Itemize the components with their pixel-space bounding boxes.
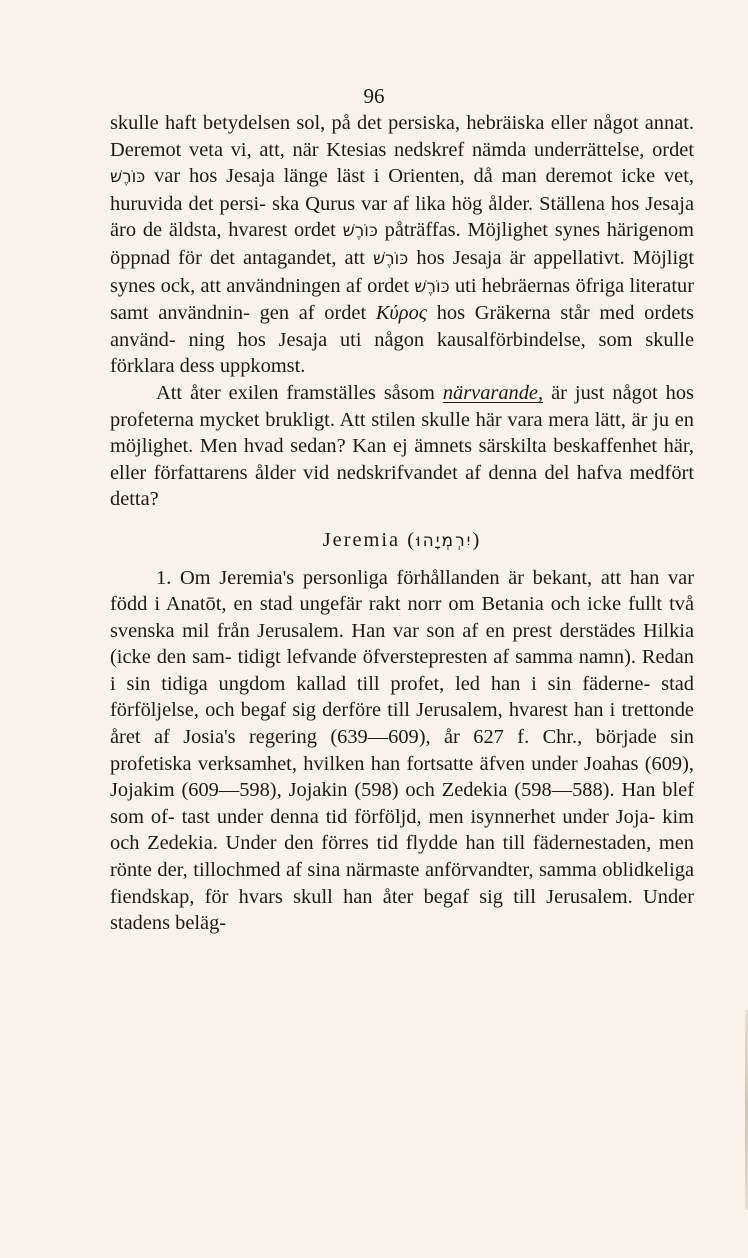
greek-word: Κύρος	[375, 302, 428, 325]
section-heading: Jeremia (יִרְמְיָהוּ)	[322, 528, 482, 551]
hebrew-word: כּוֹרֶשׁ	[414, 276, 450, 297]
paragraph-3: 1. Om Jeremia's personliga förhållanden är bekant, att han var född i Anatōt, en stad ungefär rakt norr om Betania och icke fullt två svenska mil från Jerusalem. Han var son af en prest derstädes Hilkia (icke den sam- tidigt lefvande öfverstepresten af samma namn). Redan i sin tidiga ungdom kallad till profet, led han i sin fäderne- stad förföljelse, och begaf sig derföre till Jerusalem, hvarest han i trettonde året af Josia's regering (639—609), år 627 f. Chr., började sin profetiska verksamhet, hvilken han fortsatte äfven under Joahas (609), Jojakim (609—598), Jojakin (598) och Zedekia (598—588). Han blef som of- tast under denna tid förföljd, men isynnerhet under Joja- kim och Zedekia. Under den förres tid flydde han till fädernestaden, men rönte der, tillochmed af sina närmaste anförvandter, samma oblidkeliga fiendskap, för hvars skull han åter begaf sig till Jerusalem. Under stadens beläg-	[110, 566, 694, 935]
emphasized-word: närvarande,	[442, 381, 544, 404]
hebrew-word: כּוֹרֶשׁ	[373, 248, 409, 269]
paragraph-2: Att åter exilen framställes såsom närvarande, är just något hos profeterna mycket brukligt. Att stilen skulle här vara mera lätt, är ju en möjlighet. Men hvad sedan? Kan ej ämnets särskilta beskaffenhet här, eller författarens ålder vid nedskrifvandet af denna del hafva medfört detta?	[110, 381, 694, 511]
hebrew-word: כּוֹרֶשׁ	[110, 167, 146, 188]
paragraph-1: skulle haft betydelsen sol, på det persiska, hebräiska eller något annat. Deremot veta vi, att, när Ktesias nedskref nämda underrättelse, ordet כּוֹרֶשׁ var hos Jesaja länge läst i Orienten, då man deremot icke vet, huruvida det persi- ska Qurus var af lika hög ålder. Ställena hos Jesaja äro de äldsta, hvarest ordet כּוֹרֶשׁ påträffas. Möjlighet synes härigenom öppnad för det antagandet, att כּוֹרֶשׁ hos Jesaja är appellativt. Möjligt synes ock, att användningen af ordet כּוֹרֶשׁ uti hebräernas öfriga literatur samt användnin- gen af ordet Κύρος hos Gräkerna står med ordets använd- ning hos Jesaja uti någon kausalförbindelse, som skulle förklara dess uppkomst.	[110, 112, 695, 378]
page-number: 96	[363, 84, 385, 108]
hebrew-heading-word: יִרְמְיָהוּ	[416, 530, 473, 551]
hebrew-word: כּוֹרֶשׁ	[342, 221, 378, 242]
body-text	[110, 110, 694, 937]
